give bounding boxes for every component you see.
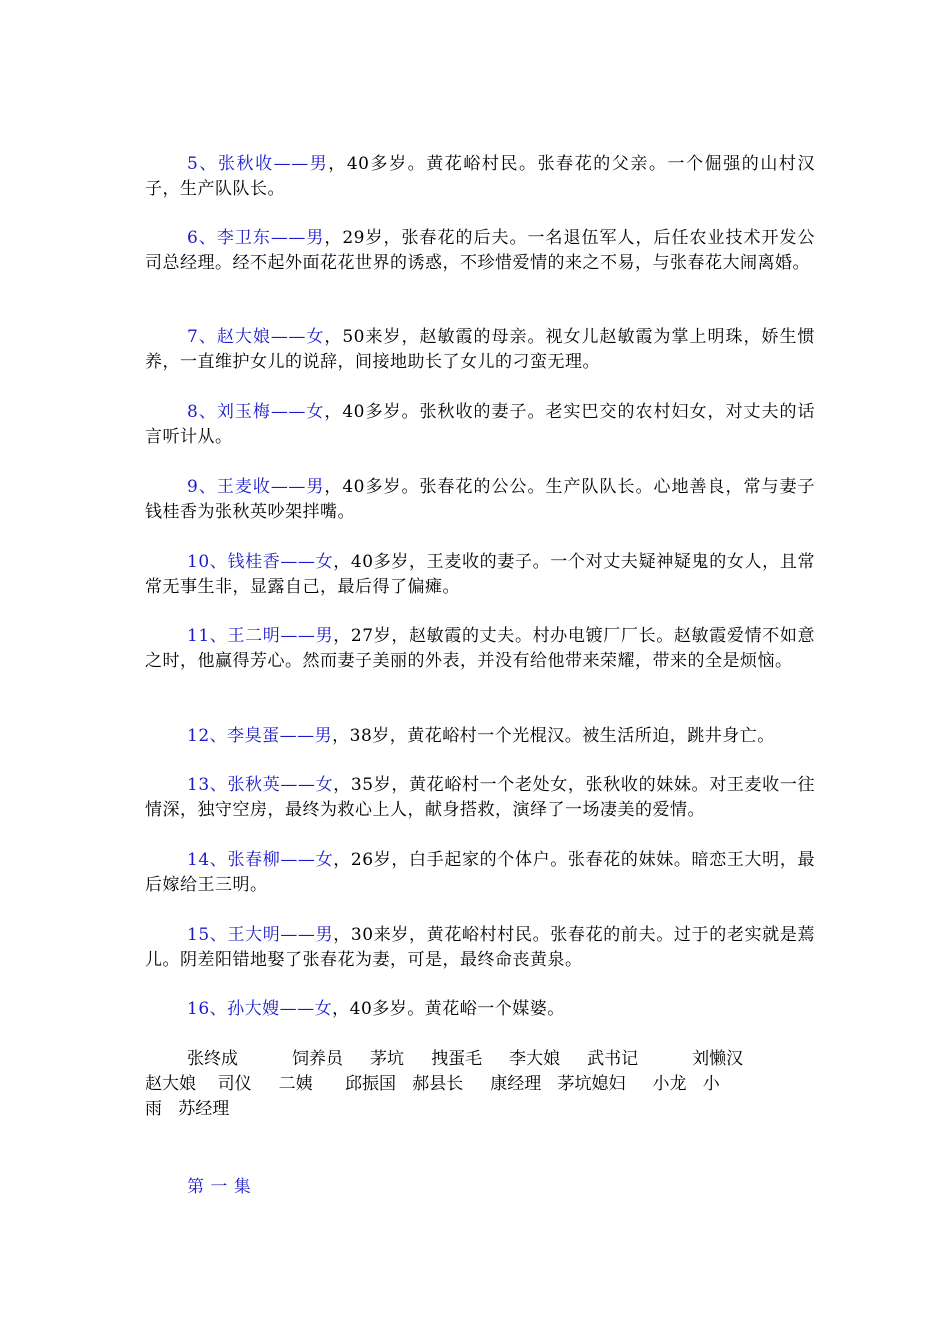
character-entry: [145, 848, 815, 898]
character-name: 5、张秋收——男: [187, 154, 329, 174]
character-name: 6、李卫东——男: [187, 228, 325, 248]
character-entry: [145, 152, 815, 202]
character-entry: [145, 475, 815, 525]
character-entry: [145, 923, 815, 973]
character-description: ，30来岁，黄花峪村村民。张春花的前夫。过于的老实就是蔫儿。阴差阳错地娶了张春花为妻，可是，最终命丧黄泉。: [145, 925, 815, 970]
character-name: 8、刘玉梅——女: [187, 402, 325, 422]
character-name: 10、钱桂香——女: [187, 552, 334, 572]
character-entry: [145, 550, 815, 600]
character-name: 9、王麦收——男: [187, 477, 325, 497]
cast-line: 雨 苏经理: [145, 1099, 230, 1119]
character-entry: [145, 724, 815, 749]
character-description: ，27岁，赵敏霞的丈夫。村办电镀厂厂长。赵敏霞爱情不如意之时，他赢得芳心。然而妻子美丽的外表，并没有给他带来荣耀，带来的全是烦恼。: [145, 626, 815, 671]
character-description: ，29岁，张春花的后夫。一名退伍军人，后任农业技术开发公司总经理。经不起外面花花世界的诱惑，不珍惜爱情的来之不易，与张春花大闹离婚。: [145, 228, 815, 273]
character-description: ，40多岁。黄花峪一个媒婆。: [332, 999, 565, 1019]
character-description: ，38岁，黄花峪村一个光棍汉。被生活所迫，跳井身亡。: [332, 726, 775, 746]
character-description: ，40多岁。张春花的公公。生产队队长。心地善良，常与妻子钱桂香为张秋英吵架拌嘴。: [145, 477, 815, 522]
character-description: ，40多岁。黄花峪村民。张春花的父亲。一个倔强的山村汉子，生产队队长。: [145, 154, 815, 199]
character-description: ，50来岁，赵敏霞的母亲。视女儿赵敏霞为掌上明珠，娇生惯养，一直维护女儿的说辞，间接地助长了女儿的刁蛮无理。: [145, 327, 815, 372]
character-entry: [145, 400, 815, 450]
character-description: ，40多岁，王麦收的妻子。一个对丈夫疑神疑鬼的女人，且常常无事生非，显露自己，最后得了偏瘫。: [145, 552, 815, 597]
character-name: 11、王二明——男: [187, 626, 334, 646]
minor-cast-list: [145, 1047, 815, 1122]
character-entry: [145, 997, 815, 1022]
character-description: ，40多岁。张秋收的妻子。老实巴交的农村妇女，对丈夫的话言听计从。: [145, 402, 815, 447]
character-name: 12、李臭蛋——男: [187, 726, 333, 746]
character-name: 7、赵大娘——女: [187, 327, 325, 347]
character-name: 13、张秋英——女: [187, 775, 334, 795]
cast-line: 张终成 饲养员 茅坑 拽蛋毛 李大娘 武书记 刘懒汉: [187, 1049, 744, 1069]
character-entry: [145, 773, 815, 823]
cast-line: 赵大娘 司仪 二姨 邱振国 郝县长 康经理 茅坑媳妇 小龙 小: [145, 1074, 720, 1094]
character-description: ，35岁，黄花峪村一个老处女，张秋收的妹妹。对王麦收一往情深，独守空房，最终为救心上人，献身搭救，演绎了一场凄美的爱情。: [145, 775, 815, 820]
character-entry: [145, 624, 815, 674]
character-description: ，26岁，白手起家的个体户。张春花的妹妹。暗恋王大明，最后嫁给王三明。: [145, 850, 815, 895]
character-entry: [145, 226, 815, 276]
character-entry: [145, 325, 815, 375]
episode-heading: 第 一 集: [187, 1177, 252, 1197]
character-name: 16、孙大嫂——女: [187, 999, 333, 1019]
character-name: 14、张春柳——女: [187, 850, 334, 870]
character-name: 15、王大明——男: [187, 925, 334, 945]
